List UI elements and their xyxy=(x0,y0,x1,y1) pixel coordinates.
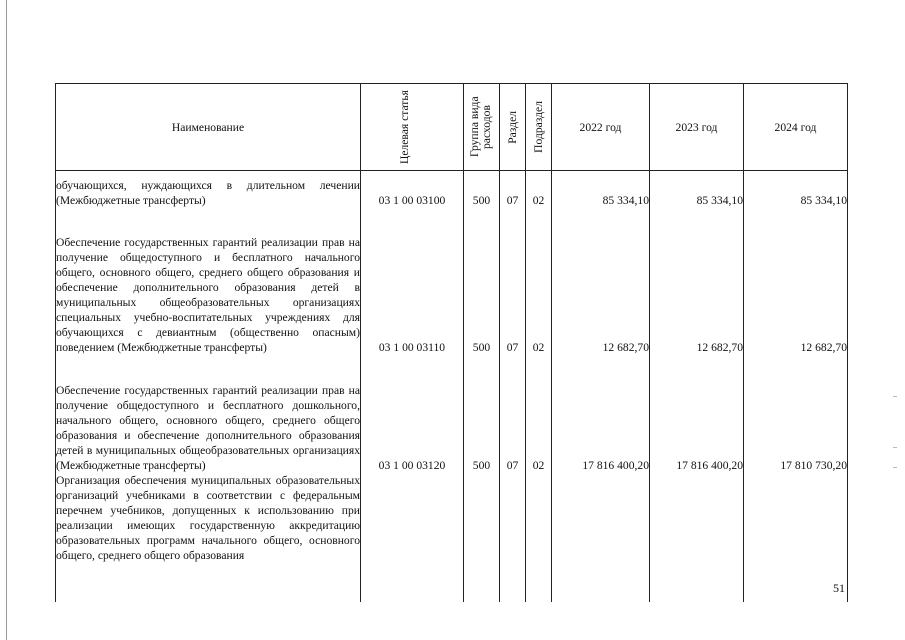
header-subsection: Подраздел xyxy=(526,84,552,171)
row-amount-2023: 12 682,70 xyxy=(650,208,744,355)
header-name: Наименование xyxy=(56,84,361,171)
table-row xyxy=(56,208,848,355)
row-name: Организация обеспечения муниципальных образовательных организаций учебниками в соответствии с федеральным перечнем учебников, допущенных к использованию при реализации имеющих государственную аккредитацию образовательных программ начального общего, основного общего, среднего общего образования xyxy=(56,473,361,602)
header-section: Раздел xyxy=(500,84,526,171)
row-amount-2023 xyxy=(650,473,744,602)
row-section xyxy=(500,473,526,602)
row-target-code xyxy=(361,473,464,602)
row-section: 07 xyxy=(500,355,526,473)
row-name: обучающихся, нуждающихся в длительном лечении (Межбюджетные трансферты) xyxy=(56,171,361,209)
header-expense-group: Группа вида расходов xyxy=(464,84,500,171)
row-amount-2023: 17 816 400,20 xyxy=(650,355,744,473)
row-subsection xyxy=(526,473,552,602)
row-expense-group: 500 xyxy=(464,171,500,209)
row-amount-2024: 17 810 730,20 xyxy=(744,355,848,473)
table-header-row xyxy=(56,84,848,171)
header-year-2023: 2023 год xyxy=(650,84,744,171)
row-expense-group: 500 xyxy=(464,355,500,473)
row-section: 07 xyxy=(500,171,526,209)
row-amount-2024 xyxy=(744,473,848,602)
row-amount-2022 xyxy=(552,473,650,602)
row-amount-2022: 85 334,10 xyxy=(552,171,650,209)
row-expense-group xyxy=(464,473,500,602)
header-year-2024: 2024 год xyxy=(744,84,848,171)
header-target-article: Целевая статья xyxy=(361,84,464,171)
table-row xyxy=(56,473,848,602)
row-amount-2023: 85 334,10 xyxy=(650,171,744,209)
scan-mark xyxy=(893,447,897,448)
page-number: 51 xyxy=(833,581,845,595)
page-binding-line xyxy=(6,0,7,640)
budget-table xyxy=(55,83,848,602)
header-year-2022: 2022 год xyxy=(552,84,650,171)
row-subsection: 02 xyxy=(526,355,552,473)
row-target-code: 03 1 00 03120 xyxy=(361,355,464,473)
row-section: 07 xyxy=(500,208,526,355)
row-amount-2024: 12 682,70 xyxy=(744,208,848,355)
row-amount-2022: 17 816 400,20 xyxy=(552,355,650,473)
row-subsection: 02 xyxy=(526,171,552,209)
row-name: Обеспечение государственных гарантий реализации прав на получение общедоступного и бесплатного дошкольного, начального общего, основного общего, среднего общего образования и обеспечение дополнительного образования детей в муниципальных общеобразовательных организациях (Межбюджетные трансферты) xyxy=(56,355,361,473)
row-target-code: 03 1 00 03100 xyxy=(361,171,464,209)
scan-mark xyxy=(893,396,897,397)
table-row xyxy=(56,171,848,209)
row-target-code: 03 1 00 03110 xyxy=(361,208,464,355)
row-amount-2024: 85 334,10 xyxy=(744,171,848,209)
row-subsection: 02 xyxy=(526,208,552,355)
row-expense-group: 500 xyxy=(464,208,500,355)
table-row xyxy=(56,355,848,473)
row-amount-2022: 12 682,70 xyxy=(552,208,650,355)
row-name: Обеспечение государственных гарантий реализации прав на получение общедоступного и бесплатного начального общего, основного общего, среднего общего образования и обеспечение дополнительного образования детей в муниципальных общеобразовательных организациях специальных учебно-воспитательных учреждениях для обучающихся с девиантным (общественно опасным) поведением (Межбюджетные трансферты) xyxy=(56,208,361,355)
scan-mark xyxy=(893,467,897,468)
